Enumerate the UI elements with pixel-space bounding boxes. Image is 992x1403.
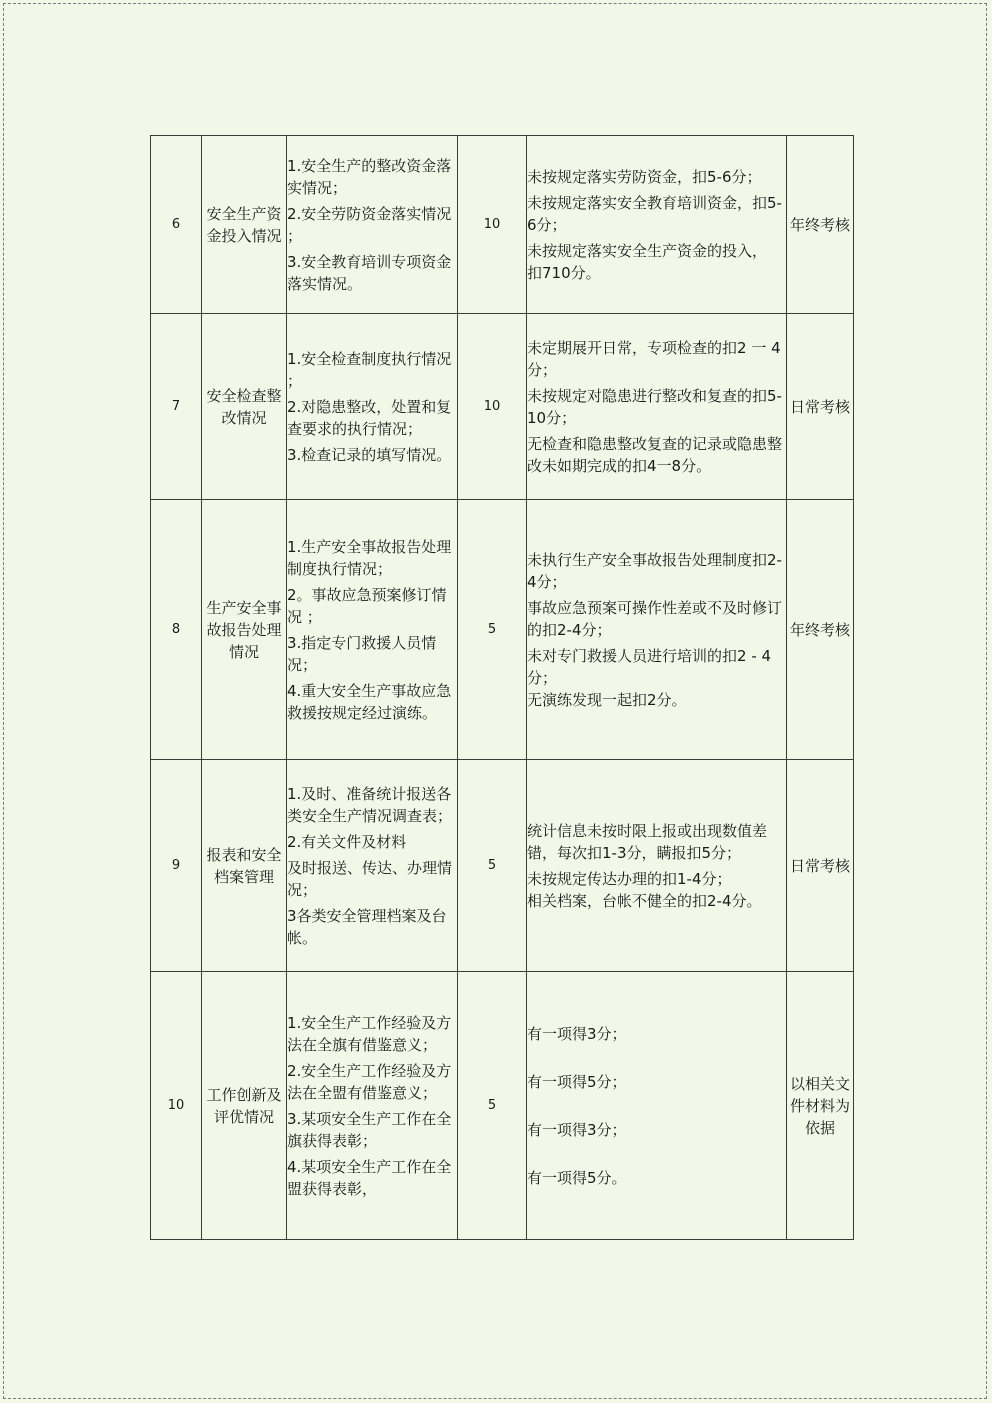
score: 5 [458,760,527,972]
assessment-item: 工作创新及评优情况 [202,972,287,1240]
assessment-item: 报表和安全档案管理 [202,760,287,972]
content-line: 3各类安全管理档案及台帐。 [287,906,447,947]
table-row [151,972,854,1240]
score: 10 [458,314,527,500]
assessment-method: 年终考核 [787,136,854,314]
content-line: 3.某项安全生产工作在全旗获得表彰； [287,1109,452,1150]
content-line: 4.重大安全生产事故应急救援按规定经过演练。 [287,681,452,722]
rule-line: 事故应急预案可操作性差或不及时修订的扣2-4分； [527,598,783,639]
scoring-rules [527,314,787,500]
score: 10 [458,136,527,314]
rule-line: 统计信息未按时限上报或出现数值差错，每次扣1-3分，瞒报扣5分； [527,821,768,862]
assessment-item: 生产安全事故报告处理情况 [202,500,287,760]
assessment-content [287,314,458,500]
row-number: 6 [151,136,202,314]
rule-line: 有一项得5分。 [527,1168,627,1187]
rule-line: 未执行生产安全事故报告处理制度扣2-4分； [527,550,782,591]
rule-line: 无检查和隐患整改复查的记录或隐患整改未如期完成的扣4一8分。 [527,434,783,475]
rule-line: 有一项得3分； [527,1024,627,1043]
rule-line: 未按规定落实劳防资金，扣5-6分； [527,167,762,186]
content-line: 及时报送、传达、办理情况； [287,858,453,899]
content-line: 3.检查记录的填写情况。 [287,445,452,464]
score: 5 [458,500,527,760]
table-row [151,760,854,972]
assessment-content [287,972,458,1240]
content-line: 2.安全劳防资金落实情况 ； [287,204,452,245]
content-line: 2.对隐患整改，处置和复查要求的执行情况； [287,397,452,438]
assessment-content [287,136,458,314]
rule-line: 相关档案，台帐不健全的扣2-4分。 [527,891,762,910]
assessment-item: 安全检查整改情况 [202,314,287,500]
content-line: 3.安全教育培训专项资金落实情况。 [287,252,452,293]
assessment-method: 日常考核 [787,760,854,972]
scoring-rules [527,760,787,972]
rule-line: 无演练发现一起扣2分。 [527,690,687,709]
content-line: 3.指定专门救援人员情况； [287,633,437,674]
row-number: 8 [151,500,202,760]
table-row [151,500,854,760]
content-line: 1.安全生产的整改资金落实情况； [287,156,452,197]
rule-line: 未对专门救援人员进行培训的扣2 - 4分； [527,646,772,687]
rule-line: 有一项得3分； [527,1120,627,1139]
rule-line: 有一项得5分； [527,1072,627,1091]
table-row [151,136,854,314]
assessment-content [287,760,458,972]
row-number: 10 [151,972,202,1240]
rule-line: 未按规定对隐患进行整改和复查的扣5-10分； [527,386,782,427]
content-line: 1.安全生产工作经验及方法在全旗有借鉴意义； [287,1013,452,1054]
assessment-content [287,500,458,760]
rule-line: 未按规定落实安全生产资金的投入， 扣710分。 [527,241,768,282]
scoring-rules [527,136,787,314]
assessment-method: 以相关文件材料为依据 [787,972,854,1240]
content-line: 1.安全检查制度执行情况 ； [287,349,452,390]
content-line: 2。事故应急预案修订情况 ； [287,585,447,626]
rule-line: 未定期展开日常，专项检查的扣2 一 4分； [527,338,781,379]
scoring-rules [527,972,787,1240]
assessment-table [150,135,854,1240]
scoring-rules [527,500,787,760]
assessment-item: 安全生产资金投入情况 [202,136,287,314]
rule-line: 未按规定落实安全教育培训资金，扣5-6分； [527,193,782,234]
rule-line: 未按规定传达办理的扣1-4分； [527,869,732,888]
table-row [151,314,854,500]
content-line: 2.安全生产工作经验及方法在全盟有借鉴意义； [287,1061,452,1102]
content-line: 1.及时、准备统计报送各类安全生产情况调查表； [287,784,453,825]
row-number: 7 [151,314,202,500]
score: 5 [458,972,527,1240]
assessment-method: 年终考核 [787,500,854,760]
row-number: 9 [151,760,202,972]
content-line: 4.某项安全生产工作在全盟获得表彰， [287,1157,452,1198]
content-line: 1.生产安全事故报告处理制度执行情况； [287,537,452,578]
content-line: 2.有关文件及材料 [287,832,407,851]
assessment-method: 日常考核 [787,314,854,500]
